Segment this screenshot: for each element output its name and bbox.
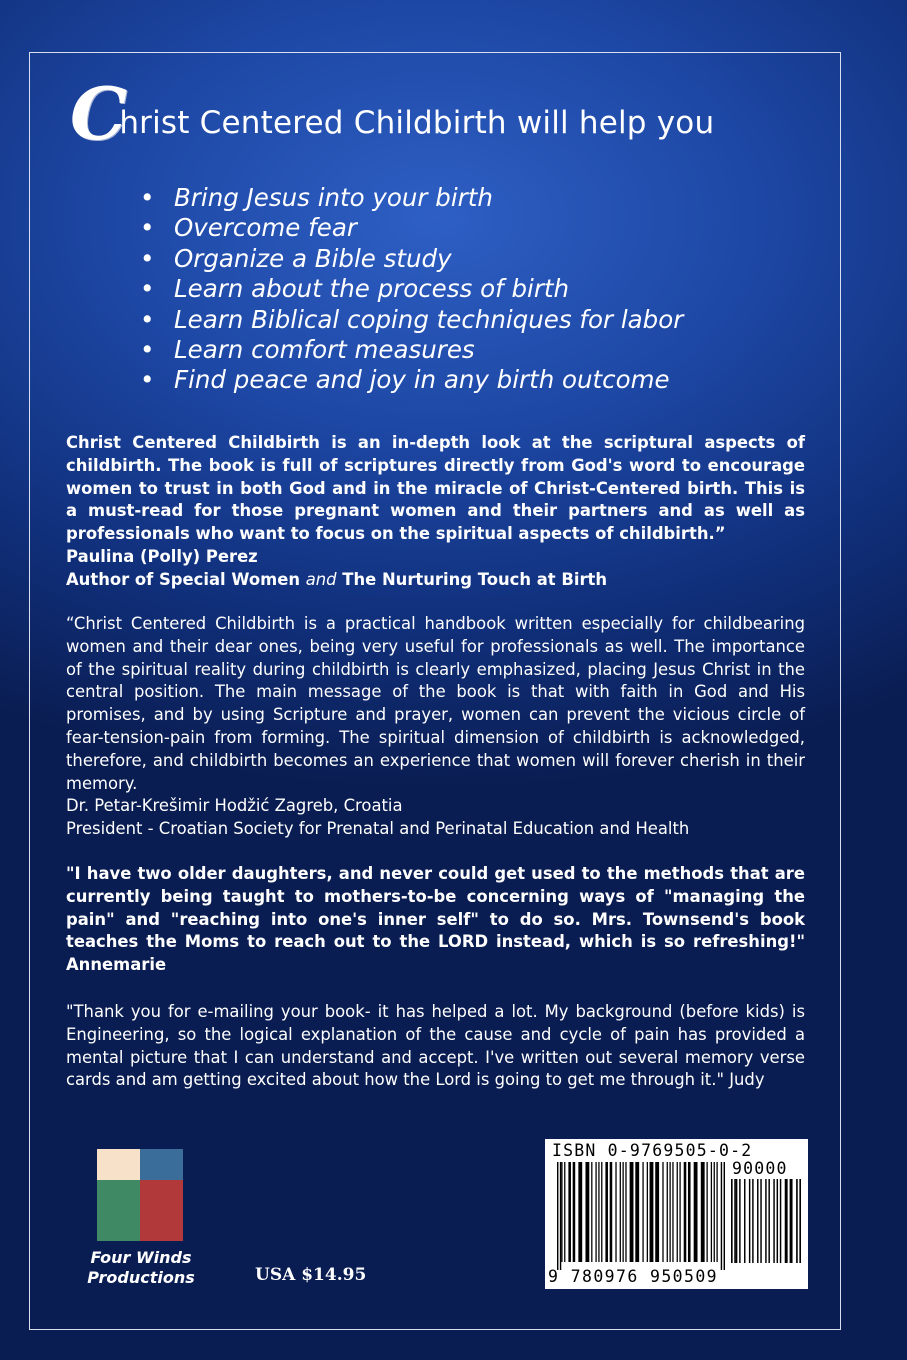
barcode-bar xyxy=(773,1179,774,1263)
benefit-item: • Bring Jesus into your birth xyxy=(140,183,493,212)
barcode-bar xyxy=(625,1162,626,1262)
ean-barcode-icon xyxy=(557,1162,727,1270)
bullet-icon: • xyxy=(140,243,155,273)
barcode-bar xyxy=(768,1179,769,1263)
barcode-guard-bar xyxy=(796,1179,798,1263)
publisher-logo-icon xyxy=(97,1149,183,1241)
barcode-bar xyxy=(667,1162,668,1262)
barcode-bar xyxy=(736,1179,737,1263)
barcode-bar xyxy=(662,1162,663,1262)
barcode-bar xyxy=(598,1162,599,1262)
logo-quadrant xyxy=(97,1149,140,1180)
barcode-guard-bar xyxy=(721,1162,722,1270)
testimonial-hodzic xyxy=(66,613,805,841)
testimonial-role: Author of Special Women and The Nurturing Touch at Birth xyxy=(66,569,608,589)
logo-quadrant xyxy=(97,1180,140,1241)
barcode-bar xyxy=(765,1179,766,1263)
barcode-bar xyxy=(714,1162,715,1262)
barcode-guard-bar xyxy=(557,1162,558,1270)
barcode-bar xyxy=(564,1162,565,1262)
barcode-bar xyxy=(647,1162,648,1262)
barcode-bar xyxy=(591,1162,592,1262)
barcode-bar xyxy=(630,1162,634,1262)
barcode-bar xyxy=(578,1162,582,1262)
barcode-bar xyxy=(635,1162,639,1262)
barcode-guard-bar xyxy=(734,1179,736,1263)
testimonial-text: “Christ Centered Childbirth is a practical handbook written especially for childbearing women and their dear ones, being very useful for professionals as well. The importance of the spiritual reality during childbirth is clearly emphasized, placing Jesus Christ in the central position. The main message of the book is that with faith in God and His promises, and by using Scripture and prayer, women can prevent the vicious circle of fear-tension-pain from forming. The spiritual dimension of childbirth is acknowledged, therefore, and childbirth becomes an experience that women will forever cherish in their memory. xyxy=(66,614,805,793)
barcode-bar xyxy=(688,1162,691,1262)
price-addon-number: 90000 xyxy=(732,1159,788,1178)
barcode-bar xyxy=(701,1162,705,1262)
price-label: USA $14.95 xyxy=(255,1265,367,1285)
barcode-bar xyxy=(620,1162,621,1262)
barcode-bar xyxy=(706,1162,707,1262)
barcode-bar xyxy=(622,1162,623,1262)
isbn-number: ISBN 0-9769505-0-2 xyxy=(552,1141,753,1160)
barcode-bar xyxy=(711,1162,712,1262)
testimonial-author: Paulina (Polly) Perez xyxy=(66,546,258,566)
testimonial-annemarie xyxy=(66,863,805,977)
benefit-item: • Learn about the process of birth xyxy=(140,274,570,304)
bullet-icon: • xyxy=(140,304,155,334)
headline-dropcap: C xyxy=(70,71,118,156)
benefit-item: • Find peace and joy in any birth outcome xyxy=(140,365,670,395)
barcode-bar xyxy=(679,1162,680,1262)
barcode-bar xyxy=(716,1162,717,1262)
benefit-item: • Overcome fear xyxy=(140,213,357,243)
barcode-bar xyxy=(669,1162,670,1262)
publisher-name: Four Winds Productions xyxy=(87,1248,195,1287)
barcode-bar xyxy=(684,1162,687,1262)
barcode-bar xyxy=(744,1179,745,1263)
testimonial-role: President - Croatian Society for Prenatal and Perinatal Education and Health xyxy=(66,819,690,839)
barcode-guard-bar xyxy=(724,1162,725,1270)
barcode-bar xyxy=(610,1162,613,1262)
barcode-bar xyxy=(573,1162,576,1262)
barcode-bar xyxy=(561,1162,562,1262)
benefit-list xyxy=(140,183,683,396)
barcode-bar xyxy=(777,1179,778,1263)
barcode-bar xyxy=(672,1162,673,1262)
benefit-item: • Learn comfort measures xyxy=(140,335,475,365)
testimonial-author: Dr. Petar-Krešimir Hodžić Zagreb, Croatia xyxy=(66,796,403,816)
barcode-bar xyxy=(568,1162,571,1262)
barcode-bar xyxy=(642,1162,643,1262)
barcode-bar xyxy=(749,1179,750,1263)
barcode-bar xyxy=(752,1179,753,1263)
barcode-bar xyxy=(595,1162,596,1262)
logo-quadrant xyxy=(140,1180,183,1241)
headline xyxy=(70,71,850,156)
barcode-bar xyxy=(780,1179,781,1263)
testimonial-judy xyxy=(66,1001,805,1092)
barcode-bar xyxy=(785,1179,788,1263)
testimonial-text: "I have two older daughters, and never could get used to the methods that are currently being taught to mothers-to-be concerning ways of "managing the pain" and "reaching into one's inner self" to do so. Mrs. Townsend's book teaches the Moms to reach out to the LORD instead, which is so refreshing!" Annemarie xyxy=(66,864,805,975)
logo-quadrant xyxy=(140,1149,183,1180)
bullet-icon: • xyxy=(140,274,155,304)
barcode-bar xyxy=(601,1162,602,1262)
barcode-bar xyxy=(760,1179,761,1263)
isbn-barcode xyxy=(545,1139,808,1289)
headline-text: hrist Centered Childbirth will help you xyxy=(119,105,715,141)
testimonial-perez xyxy=(66,432,805,592)
barcode-guard-bar xyxy=(560,1162,561,1270)
benefit-item: • Learn Biblical coping techniques for labor xyxy=(140,304,684,334)
barcode-guard-bar xyxy=(731,1179,733,1263)
barcode-bar xyxy=(757,1179,758,1263)
bullet-icon: • xyxy=(140,183,155,212)
barcode-bar xyxy=(585,1162,589,1262)
barcode-bar xyxy=(615,1162,616,1262)
addon-barcode-icon xyxy=(731,1179,803,1263)
bullet-icon: • xyxy=(140,213,155,243)
barcode-bar xyxy=(677,1162,678,1262)
testimonial-text: Christ Centered Childbirth is an in-depth look at the scriptural aspects of childbirth. The book is full of scriptures directly from God's word to encourage women to trust in both God and in the miracle of Christ-Centered birth. This is a must-read for those pregnant women and their partners and as well as professionals who want to focus on the spiritual aspects of childbirth.” xyxy=(66,433,805,544)
barcode-bar xyxy=(694,1162,698,1262)
barcode-bar xyxy=(605,1162,608,1262)
barcode-guard-bar xyxy=(799,1179,801,1263)
barcode-bar xyxy=(739,1179,740,1263)
barcode-bar xyxy=(790,1179,793,1263)
barcode-bar xyxy=(655,1162,659,1262)
barcode-bar xyxy=(650,1162,654,1262)
bullet-icon: • xyxy=(140,335,155,365)
ean-number: 9 780976 950509 xyxy=(548,1267,719,1286)
testimonial-text: "Thank you for e-mailing your book- it has helped a lot. My background (before kids) is Engineering, so the logical explanation of the cause and cycle of pain has provided a mental picture that I can understand and accept. I've written out several memory verse cards and am getting excited about how the Lord is going to get me through it." Judy xyxy=(66,1002,805,1090)
benefit-item: • Organize a Bible study xyxy=(140,243,452,273)
bullet-icon: • xyxy=(140,365,155,395)
